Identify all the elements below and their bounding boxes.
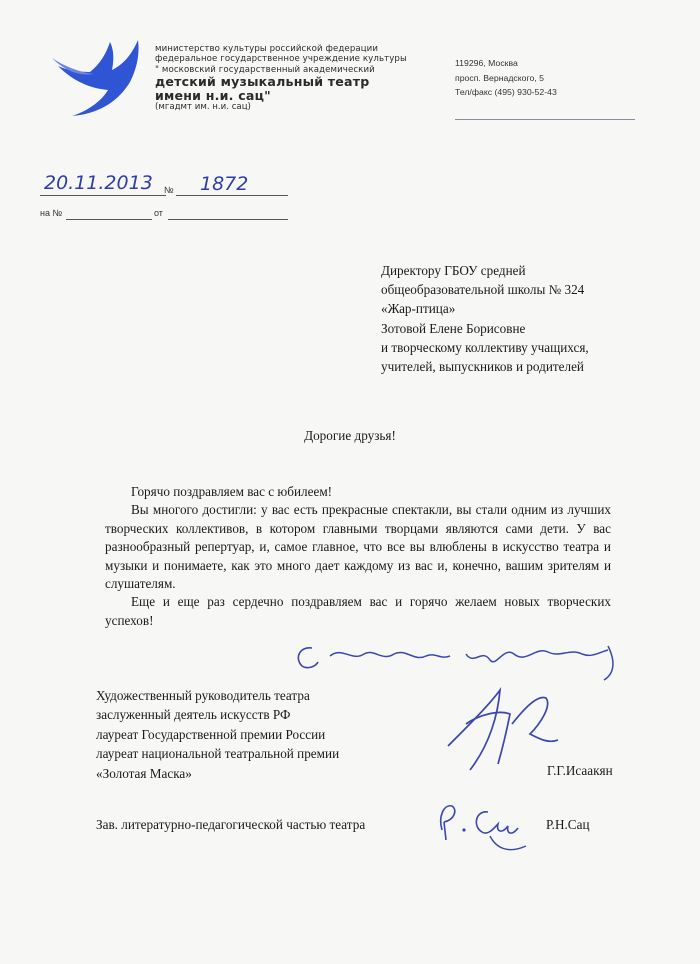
addressee-line-1: Директору ГБОУ средней [381, 263, 526, 278]
handwritten-number: 1872 [200, 173, 249, 195]
letter-body [105, 483, 611, 630]
greeting: Дорогие друзья! [304, 428, 396, 443]
address-line-3: Тел/факс (495) 930-52-43 [455, 87, 557, 97]
signatory-1-title-5: «Золотая Маска» [96, 765, 192, 781]
signatory-1-title-2: заслуженный деятель искусств РФ [96, 707, 291, 723]
address-divider [455, 119, 635, 120]
on-number-line [66, 219, 152, 220]
number-line [176, 195, 288, 196]
address-line-2: просп. Вернадского, 5 [455, 72, 544, 83]
body-paragraph-2: Вы многого достигли: у вас есть прекрасные спектакли, вы стали одним из лучших творческих коллективов, в котором главными творцами являются сами дети. У вас разнообразный репертуар, и, самое главное, что все вы влюблены в искусство театра и музыки и понимаете, как это много дает каждому из вас и, конечно, вашим зрителям и слушателям. [105, 502, 611, 592]
date-line [40, 195, 166, 196]
addressee-line-5: и творческому коллективу учащихся, [381, 339, 589, 355]
addressee-line-2: общеобразовательной школы № 324 [381, 282, 585, 298]
org-line-1: министерство культуры российской федерации [155, 44, 379, 54]
address-block [455, 56, 557, 100]
org-abbreviation: (мгадмт им. н.и. сац) [155, 102, 251, 113]
body-paragraph-3: Еще и еще раз сердечно поздравляем вас и горячо желаем новых творческих успехов! [105, 594, 611, 628]
signatory-1-name: Г.Г.Исаакян [547, 763, 613, 778]
org-line-3: " московский государственный академический [155, 64, 375, 75]
signatory-1-title-3: лауреат Государственной премии России [96, 726, 326, 742]
bird-logo-icon [50, 36, 152, 118]
signatory-1-title-4: лауреат национальной театральной премии [96, 746, 340, 762]
handwritten-date: 20.11.2013 [44, 172, 153, 194]
signatory-1-title-1: Художественный руководитель театра [96, 688, 310, 703]
addressee-line-3: «Жар-птица» [381, 301, 456, 317]
org-line-2: федеральное государственное учреждение культуры [155, 54, 407, 65]
addressee-line-6: учителей, выпускников и родителей [381, 359, 584, 375]
signatory-2-title: Зав. литературно-педагогической частью театра [96, 817, 366, 832]
handwritten-note-image [290, 636, 620, 684]
body-paragraph-1: Горячо поздравляем вас с юбилеем! [131, 484, 333, 499]
addressee-block [381, 261, 681, 376]
theatre-name-2: имени н.и. сац" [155, 87, 271, 103]
signature-2-image [430, 796, 530, 856]
signature-1-image [440, 684, 560, 774]
from-line [168, 219, 288, 220]
organization-name [155, 44, 410, 113]
signatory-1-titles [96, 686, 339, 783]
addressee-line-4: Зотовой Елене Борисовне [381, 320, 526, 336]
theatre-name-1: детский музыкальный театр [155, 74, 370, 90]
signatory-2-name: Р.Н.Сац [546, 817, 590, 832]
number-label: № [164, 185, 174, 195]
on-number-label: на № [40, 208, 63, 218]
from-label: от [154, 208, 163, 218]
address-line-1: 119296, Москва [455, 58, 518, 68]
